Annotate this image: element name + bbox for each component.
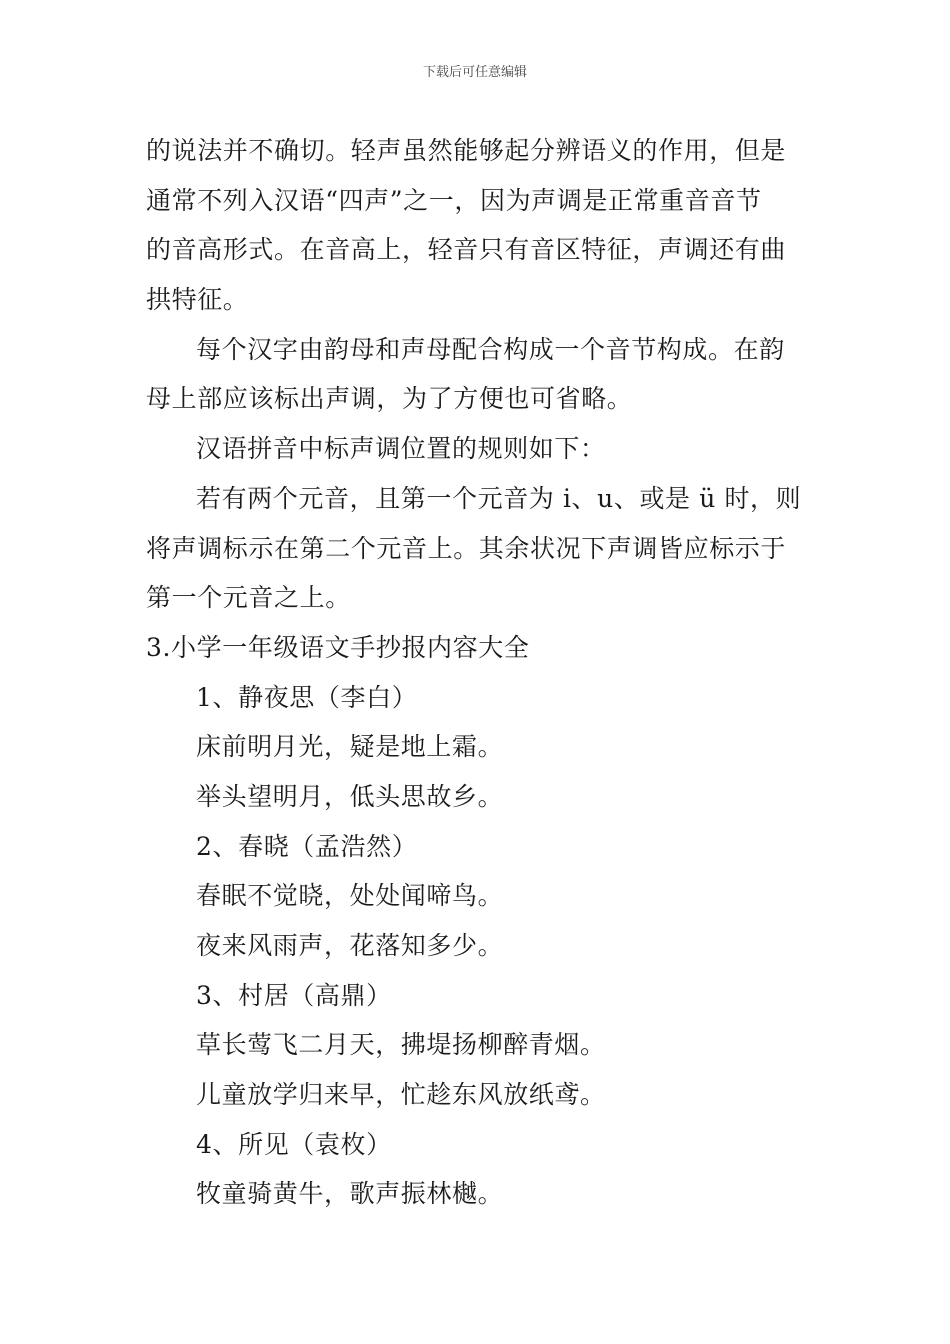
poem-title: 4、所见（袁枚） [196, 1129, 392, 1159]
paragraph-start-line: 每个汉字由韵母和声母配合构成一个音节构成。在韵 [196, 334, 785, 364]
poem-title: 3、村居（高鼎） [196, 980, 392, 1010]
poem-line: 儿童放学归来早，忙趁东风放纸鸢。 [196, 1080, 606, 1110]
poem-line: 牧童骑黄牛，歌声振林樾。 [196, 1179, 504, 1209]
document-body [146, 126, 810, 1219]
text-line: 将声调标示在第二个元音上。其余状况下声调皆应标示于 [146, 533, 787, 563]
text-line: 通常不列入汉语“四声”之一，因为声调是正常重音音节 [146, 185, 762, 215]
section-heading: 3.小学一年级语文手抄报内容大全 [146, 632, 530, 662]
poem-line: 春眠不觉晓，处处闻啼鸟。 [196, 881, 504, 911]
paragraph-start-line: 若有两个元音，且第一个元音为 i、u、或是 ü 时，则 [196, 483, 802, 513]
text-line: 拱特征。 [146, 285, 249, 315]
poem-line: 草长莺飞二月天，拂堤扬柳醉青烟。 [196, 1030, 606, 1060]
text-line: 的说法并不确切。轻声虽然能够起分辨语义的作用，但是 [146, 136, 787, 165]
page-header: 下载后可任意编辑 [422, 65, 527, 80]
poem-line: 床前明月光，疑是地上霜。 [196, 732, 504, 762]
text-line: 的音高形式。在音高上，轻音只有音区特征，声调还有曲 [146, 235, 787, 265]
poem-line: 夜来风雨声，花落知多少。 [196, 931, 504, 960]
text-line: 第一个元音之上。 [146, 583, 351, 613]
poem-title: 2、春晓（孟浩然） [196, 831, 418, 861]
text-line: 母上部应该标出声调，为了方便也可省略。 [146, 384, 633, 414]
poem-title: 1、静夜思（李白） [196, 682, 418, 712]
paragraph-start-line: 汉语拼音中标声调位置的规则如下： [196, 434, 606, 464]
poem-line: 举头望明月，低头思故乡。 [196, 781, 504, 811]
